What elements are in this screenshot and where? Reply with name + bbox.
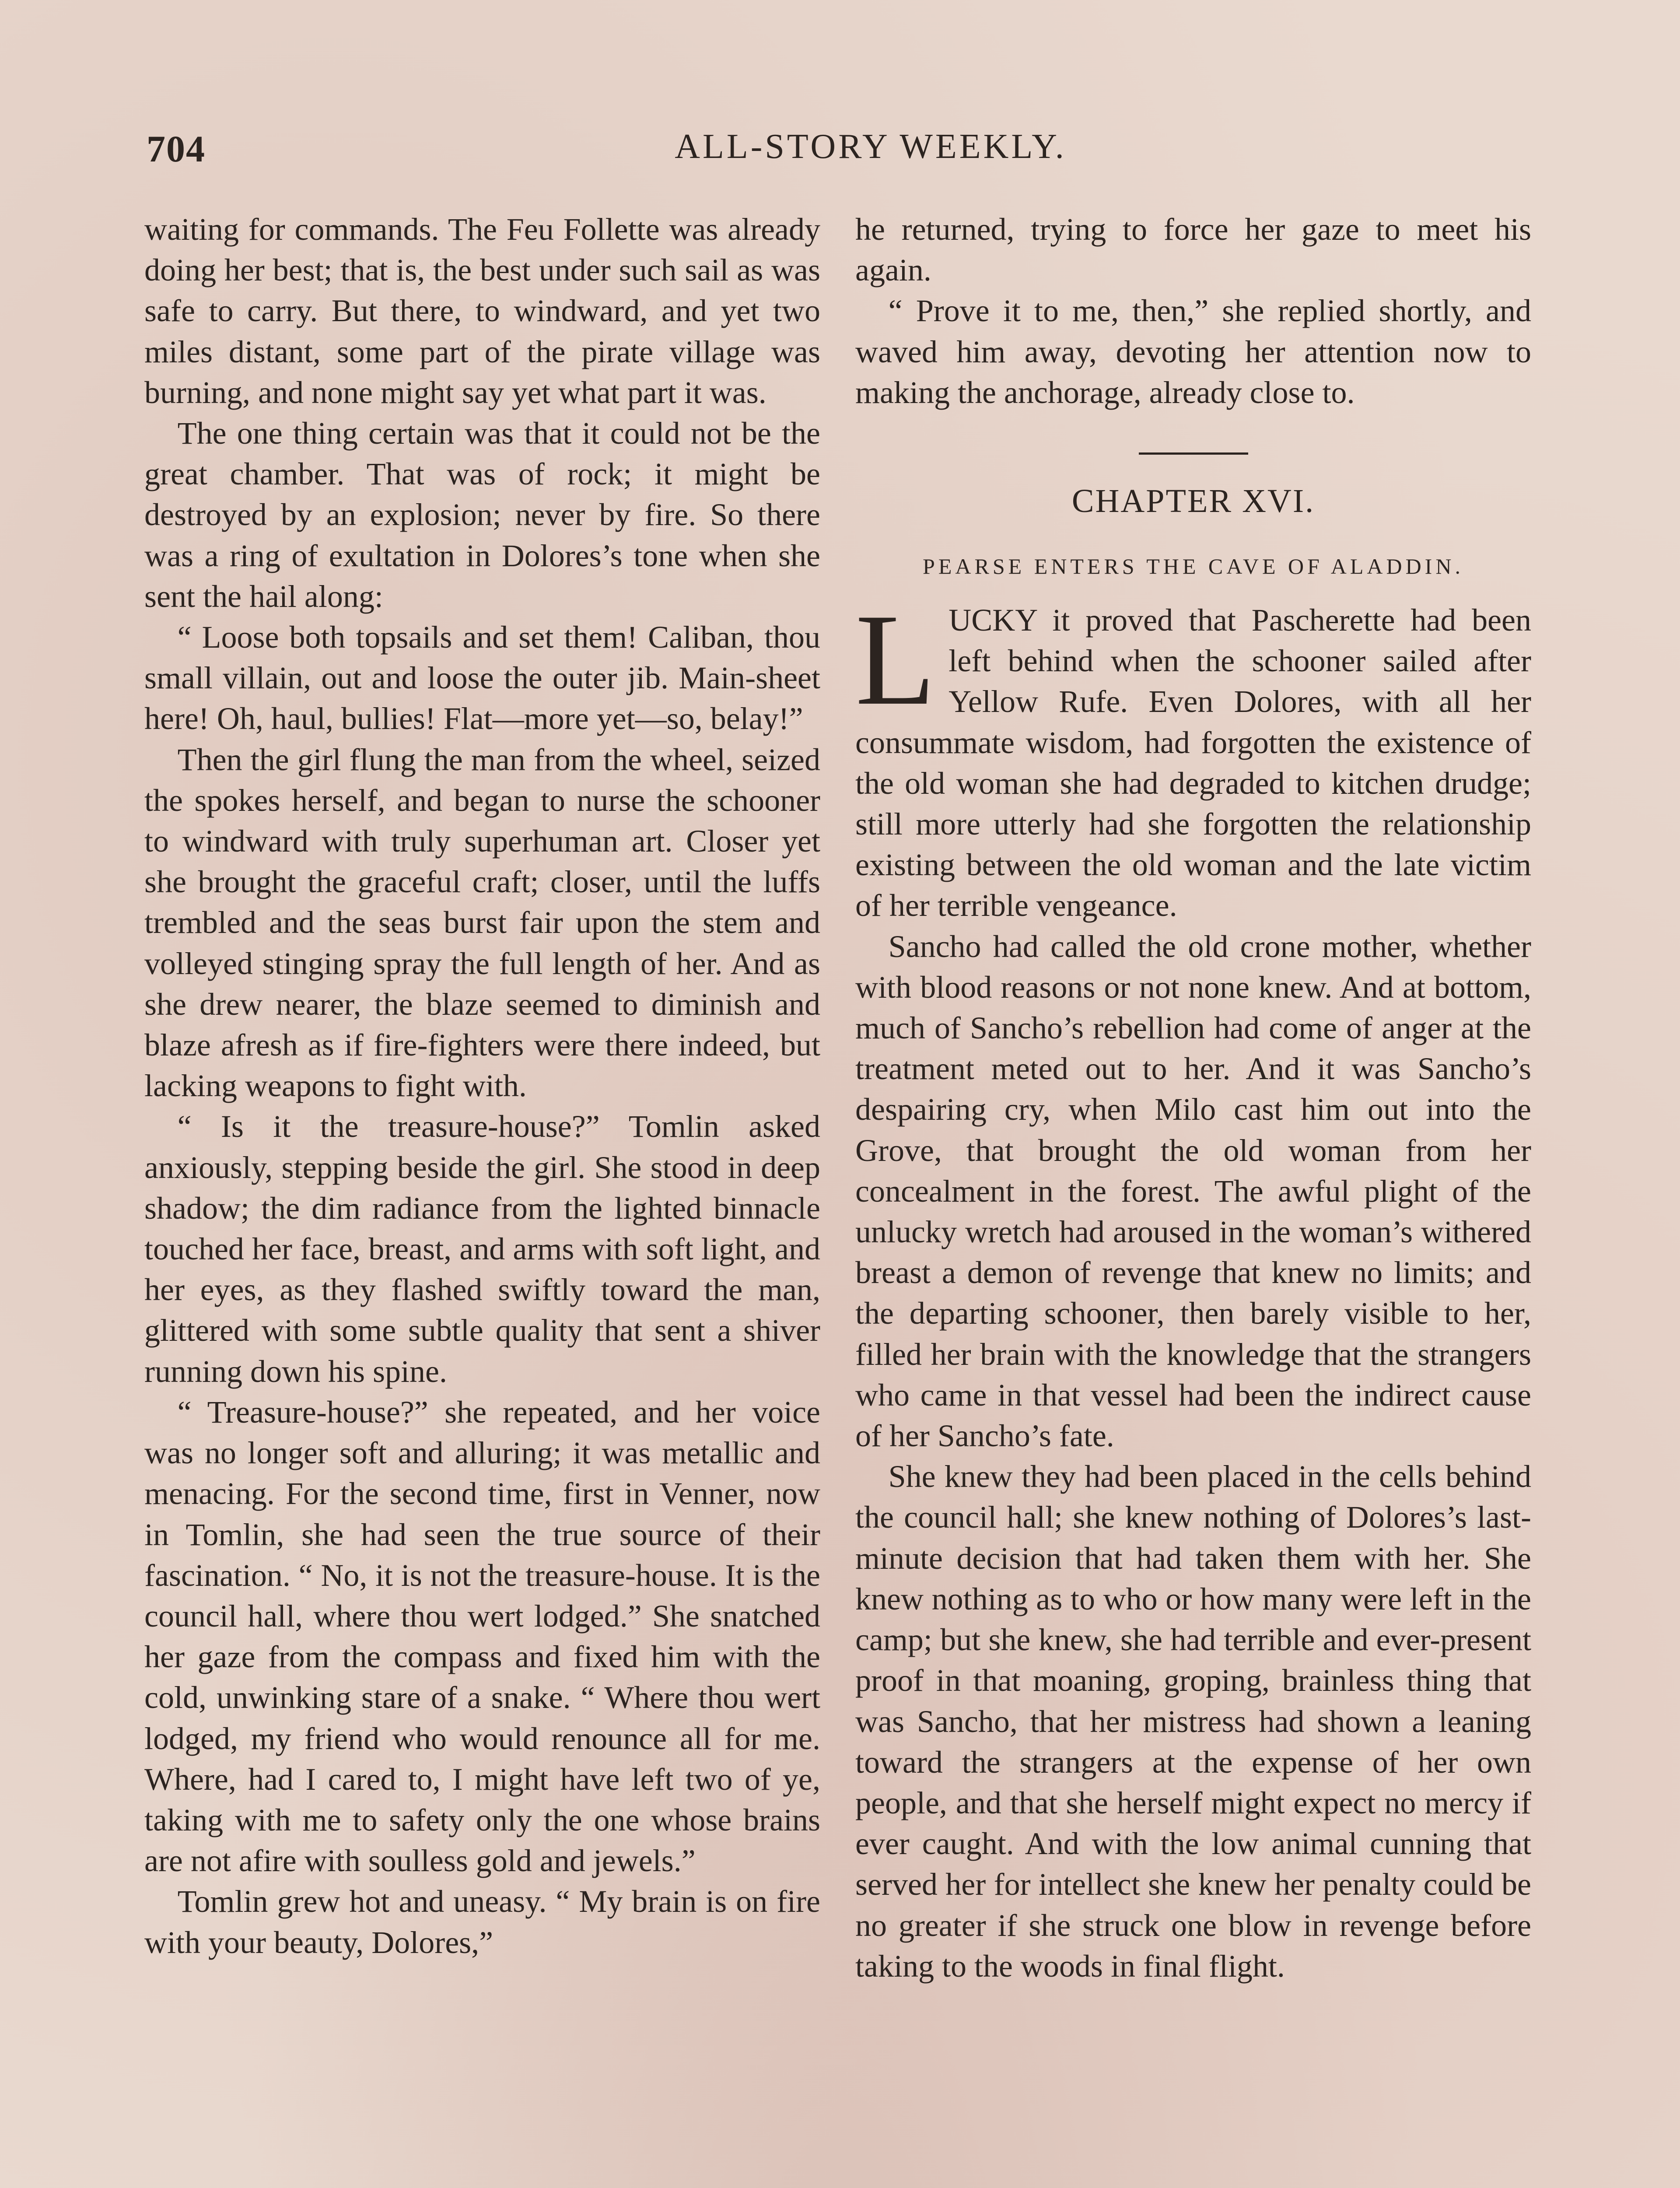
paragraph: Sancho had called the old crone mother, whether with blood reasons or not none knew. And at bottom, much of Sancho’s rebellion had come of anger at the treatment meted out to her. And it was Sancho’s despairing cry, when Milo cast him out into the Grove, that brought the old woman from her concealment in the forest. The awful plight of the unlucky wretch had aroused in the woman’s withered breast a demon of revenge that knew no limits; and the departing schooner, then barely visible to her, filled her brain with the knowledge that the strangers who came in that vessel had been the indirect cause of her Sancho’s fate.	[855, 929, 1531, 1454]
paragraph: Tomlin grew hot and uneasy. “ My brain is on fire with your beauty, Dolores,”	[144, 1884, 820, 1960]
page-number: 704	[147, 128, 206, 170]
opening-text: UCKY it proved that Pascherette had been left behind when the schooner sailed after Yellow Rufe. Even Dolores, with all her consummate wisdom, had forgotten the existence of the old woman she had degraded to kitchen drudge; still more utterly had she forgotten the relationship existing between the old woman and the late victim of her terrible vengeance.	[855, 603, 1531, 923]
paragraph: “ Treasure-house?” she repeated, and her voice was no longer soft and alluring; it was metallic and menacing. For the second time, first in Venner, now in Tomlin, she had seen the true source of their fascination. “ No, it is not the treasure-house. It is the council hall, where thou wert lodged.” She snatched her gaze from the compass and fixed him with the cold, unwinking stare of a snake. “ Where thou wert lodged, my friend who would renounce all for me. Where, had I cared to, I might have left two of ye, taking with me to safety only the one whose brains are not afire with soulless gold and jewels.”	[144, 1394, 820, 1879]
paragraph: She knew they had been placed in the cells behind the council hall; she knew nothing of Dolores’s last-minute decision that had taken them with her. She knew nothing as to who or how many were left in the camp; but she knew, she had terrible and ever-present proof in that moaning, groping, brainless thing that was Sancho, that her mistress had shown a leaning toward the strangers at the expense of her own people, and that she herself might expect no mercy if ever caught. And with the low animal cunning that served her for intellect she knew her penalty could be no greater if she struck one blow in revenge before taking to the woods in final flight.	[855, 1459, 1531, 1984]
drop-cap: L	[855, 587, 936, 733]
chapter-title: CHAPTER XVI.	[1071, 483, 1315, 520]
paragraph: The one thing certain was that it could not be the great chamber. That was of rock; it might be destroyed by an explosion; never by fire. So there was a ring of exultation in Dolores’s tone when she sent the hail along:	[144, 416, 820, 614]
section-divider	[1139, 452, 1248, 455]
page-header	[147, 127, 1533, 179]
paragraph: “ Prove it to me, then,” she replied shortly, and waved him away, devoting her attention now to making the anchorage, already close to.	[855, 293, 1531, 410]
paragraph: waiting for commands. The Feu Follette was already doing her best; that is, the best under such sail as was safe to carry. But there, to windward, and yet two miles distant, some part of the pirate village was burning, and none might say yet what part it was.	[144, 212, 820, 410]
right-column	[855, 209, 1531, 1987]
magazine-title: ALL-STORY WEEKLY.	[675, 127, 1067, 166]
left-column	[144, 209, 820, 1963]
paragraph: “ Loose both topsails and set them! Caliban, thou small villain, out and loose the outer jib. Main-sheet here! Oh, haul, bullies! Flat—more yet—so, belay!”	[144, 620, 820, 736]
paragraph: Then the girl flung the man from the wheel, seized the spokes herself, and began to nurse the schooner to windward with truly superhuman art. Closer yet she brought the graceful craft; closer, until the luffs trembled and the seas burst fair upon the stem and volleyed stinging spray the full length of her. And as she drew nearer, the blaze seemed to diminish and blaze afresh as if fire-fighters were there indeed, but lacking weapons to fight with.	[144, 742, 820, 1104]
paragraph: he returned, trying to force her gaze to meet his again.	[855, 212, 1531, 288]
paragraph: “ Is it the treasure-house?” Tomlin asked anxiously, stepping beside the girl. She stood in deep shadow; the dim radiance from the lighted binnacle touched her face, breast, and arms with soft light, and her eyes, as they flashed swiftly toward the man, glittered with some subtle quality that sent a shiver running down his spine.	[144, 1109, 820, 1389]
chapter-opening-paragraph	[855, 587, 1531, 926]
chapter-subtitle: PEARSE ENTERS THE CAVE OF ALADDIN.	[923, 554, 1464, 579]
